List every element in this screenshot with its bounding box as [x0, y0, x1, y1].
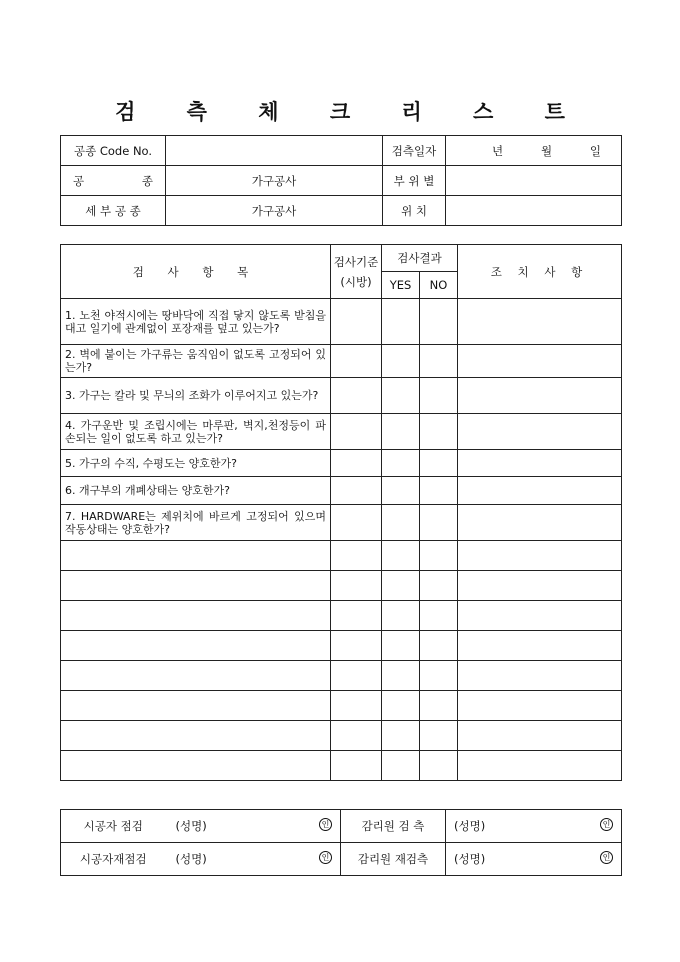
yes-cell[interactable]: [382, 505, 420, 541]
code-value[interactable]: [166, 136, 383, 166]
no-cell[interactable]: [420, 691, 458, 721]
action-cell[interactable]: [458, 505, 622, 541]
header-no: NO: [420, 272, 458, 299]
page-title: 검 측 체 크 리 스 트: [115, 99, 587, 124]
standard-cell[interactable]: [331, 345, 382, 378]
yes-cell[interactable]: [382, 721, 420, 751]
seal-icon: 인: [319, 851, 332, 864]
yes-cell[interactable]: [382, 631, 420, 661]
action-cell[interactable]: [458, 631, 622, 661]
check-item-2: 2. 벽에 붙이는 가구류는 움직임이 없도록 고정되어 있는가?: [61, 345, 331, 378]
table-row: [61, 450, 622, 477]
no-cell[interactable]: [420, 571, 458, 601]
action-cell[interactable]: [458, 477, 622, 505]
subtrade-label: 세 부 공 종: [61, 196, 166, 226]
standard-cell[interactable]: [331, 299, 382, 345]
empty-item-cell[interactable]: [61, 601, 331, 631]
no-cell[interactable]: [420, 631, 458, 661]
date-field[interactable]: [446, 136, 622, 166]
yes-cell[interactable]: [382, 345, 420, 378]
standard-cell[interactable]: [331, 601, 382, 631]
no-cell[interactable]: [420, 414, 458, 450]
action-cell[interactable]: [458, 751, 622, 781]
empty-item-cell[interactable]: [61, 571, 331, 601]
table-row: [61, 299, 622, 345]
location-label: 위 치: [383, 196, 446, 226]
checklist-table: [60, 244, 622, 781]
header-result: 검사결과: [382, 245, 458, 272]
contractor-check-sign[interactable]: (성명) 인: [166, 810, 341, 843]
empty-item-cell[interactable]: [61, 541, 331, 571]
standard-cell[interactable]: [331, 378, 382, 414]
date-month: 월: [540, 143, 553, 158]
empty-item-cell[interactable]: [61, 721, 331, 751]
table-row: [61, 345, 622, 378]
header-action: 조 치 사 항: [458, 245, 622, 299]
standard-cell[interactable]: [331, 721, 382, 751]
supervisor-inspect-sign[interactable]: (성명) 인: [446, 810, 622, 843]
no-cell[interactable]: [420, 751, 458, 781]
empty-row: [61, 631, 622, 661]
yes-cell[interactable]: [382, 299, 420, 345]
empty-row: [61, 541, 622, 571]
supervisor-reinspect-sign[interactable]: (성명) 인: [446, 843, 622, 876]
table-row: [61, 505, 622, 541]
empty-item-cell[interactable]: [61, 631, 331, 661]
yes-cell[interactable]: [382, 601, 420, 631]
standard-cell[interactable]: [331, 631, 382, 661]
action-cell[interactable]: [458, 691, 622, 721]
yes-cell[interactable]: [382, 378, 420, 414]
yes-cell[interactable]: [382, 661, 420, 691]
empty-row: [61, 661, 622, 691]
no-cell[interactable]: [420, 661, 458, 691]
standard-cell[interactable]: [331, 450, 382, 477]
empty-row: [61, 751, 622, 781]
code-label: 공종 Code No.: [61, 136, 166, 166]
table-row: [61, 477, 622, 505]
check-item-6: 6. 개구부의 개폐상태는 양호한가?: [61, 477, 331, 505]
standard-cell[interactable]: [331, 691, 382, 721]
standard-cell[interactable]: [331, 661, 382, 691]
empty-row: [61, 601, 622, 631]
standard-cell[interactable]: [331, 751, 382, 781]
header-item: 검 사 항 목: [61, 245, 331, 299]
seal-icon: 인: [319, 818, 332, 831]
yes-cell[interactable]: [382, 541, 420, 571]
date-label: 검측일자: [383, 136, 446, 166]
contractor-check-label: 시공자 점검: [61, 810, 166, 843]
check-item-3: 3. 가구는 칼라 및 무늬의 조화가 이루어지고 있는가?: [61, 378, 331, 414]
action-cell[interactable]: [458, 450, 622, 477]
action-cell[interactable]: [458, 345, 622, 378]
action-cell[interactable]: [458, 571, 622, 601]
no-cell[interactable]: [420, 299, 458, 345]
signature-table: [60, 809, 622, 876]
seal-icon: 인: [600, 851, 613, 864]
no-cell[interactable]: [420, 345, 458, 378]
standard-cell[interactable]: [331, 505, 382, 541]
yes-cell[interactable]: [382, 751, 420, 781]
check-item-4: 4. 가구운반 및 조립시에는 마루판, 벽지,천정등이 파손되는 일이 없도록 하고 있는가?: [61, 414, 331, 450]
empty-row: [61, 691, 622, 721]
action-cell[interactable]: [458, 541, 622, 571]
no-cell[interactable]: [420, 450, 458, 477]
yes-cell[interactable]: [382, 414, 420, 450]
empty-item-cell[interactable]: [61, 751, 331, 781]
no-cell[interactable]: [420, 541, 458, 571]
no-cell[interactable]: [420, 378, 458, 414]
supervisor-inspect-label: 감리원 검 측: [341, 810, 446, 843]
no-cell[interactable]: [420, 721, 458, 751]
standard-cell[interactable]: [331, 477, 382, 505]
action-cell[interactable]: [458, 661, 622, 691]
trade-value[interactable]: 가구공사: [166, 166, 383, 196]
supervisor-reinspect-label: 감리원 재검측: [341, 843, 446, 876]
standard-cell[interactable]: [331, 414, 382, 450]
check-item-1: 1. 노천 야적시에는 땅바닥에 직접 닿지 않도록 받침을 대고 일기에 관계없이 포장재를 덮고 있는가?: [61, 299, 331, 345]
no-cell[interactable]: [420, 601, 458, 631]
action-cell[interactable]: [458, 299, 622, 345]
contractor-recheck-sign[interactable]: (성명) 인: [166, 843, 341, 876]
no-cell[interactable]: [420, 505, 458, 541]
date-day: 일: [589, 143, 601, 158]
check-item-5: 5. 가구의 수직, 수평도는 양호한가?: [61, 450, 331, 477]
action-cell[interactable]: [458, 414, 622, 450]
seal-icon: 인: [600, 818, 613, 831]
standard-cell[interactable]: [331, 571, 382, 601]
subtrade-value[interactable]: 가구공사: [166, 196, 383, 226]
contractor-recheck-label: 시공자재점검: [61, 843, 166, 876]
part-value[interactable]: [446, 166, 622, 196]
yes-cell[interactable]: [382, 571, 420, 601]
header-standard: 검사기준 (시방): [331, 245, 382, 299]
action-cell[interactable]: [458, 601, 622, 631]
date-year: 년: [492, 143, 504, 158]
action-cell[interactable]: [458, 378, 622, 414]
no-cell[interactable]: [420, 477, 458, 505]
standard-cell[interactable]: [331, 541, 382, 571]
action-cell[interactable]: [458, 721, 622, 751]
table-row: [61, 378, 622, 414]
table-row: [61, 414, 622, 450]
trade-label: 공 종: [61, 166, 166, 196]
info-table: [60, 135, 622, 226]
empty-item-cell[interactable]: [61, 661, 331, 691]
yes-cell[interactable]: [382, 691, 420, 721]
empty-row: [61, 721, 622, 751]
empty-row: [61, 571, 622, 601]
location-value[interactable]: [446, 196, 622, 226]
empty-item-cell[interactable]: [61, 691, 331, 721]
yes-cell[interactable]: [382, 477, 420, 505]
header-yes: YES: [382, 272, 420, 299]
yes-cell[interactable]: [382, 450, 420, 477]
part-label: 부 위 별: [383, 166, 446, 196]
check-item-7: 7. HARDWARE는 제위치에 바르게 고정되어 있으며 작동상태는 양호한가?: [61, 505, 331, 541]
